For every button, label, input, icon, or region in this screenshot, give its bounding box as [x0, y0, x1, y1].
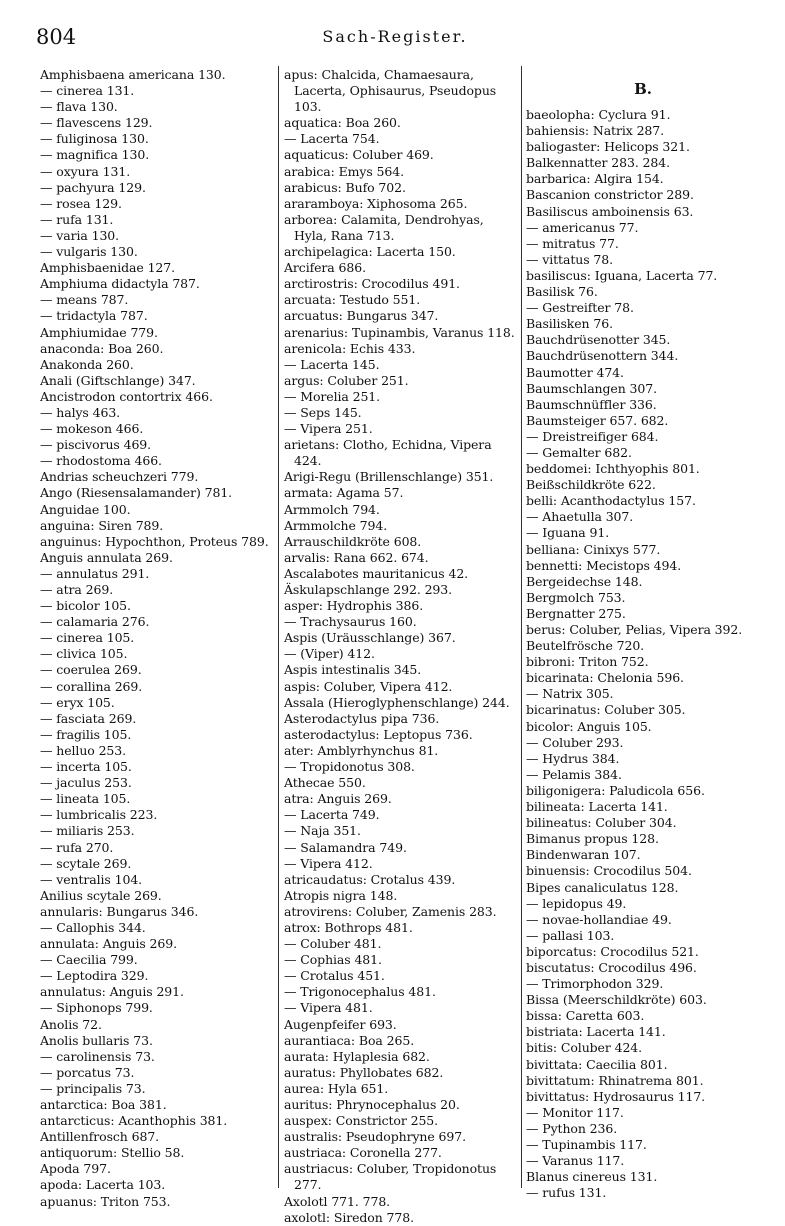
index-entry: — Trachysaurus 160.: [284, 614, 417, 630]
index-entry: binuensis: Crocodilus 504.: [526, 863, 692, 879]
index-entry: — calamaria 276.: [40, 614, 150, 630]
index-entry: — bicolor 105.: [40, 598, 131, 614]
index-entry: arvalis: Rana 662. 674.: [284, 549, 429, 565]
index-entry: — means 787.: [40, 292, 129, 308]
section-heading: B.: [634, 80, 652, 98]
index-entry: — Naja 351.: [284, 823, 361, 839]
index-entry: Arigi-Regu (Brillenschlange) 351.: [284, 469, 494, 485]
index-entry: archipelagica: Lacerta 150.: [284, 244, 456, 260]
index-entry: — Lacerta 145.: [284, 356, 380, 372]
index-entry: — Iguana 91.: [526, 525, 610, 541]
index-entry: apus: Chalcida, Chamaesaura, Lacerta, Ophisaurus, Pseudopus 103.: [284, 67, 497, 115]
index-entry: — Cophias 481.: [284, 952, 382, 968]
index-entry: — (Viper) 412.: [284, 646, 375, 662]
index-entry: annulata: Anguis 269.: [40, 936, 177, 952]
index-entry: Anolis 72.: [40, 1016, 102, 1032]
index-entry: anguinus: Hypochthon, Proteus 789.: [40, 533, 269, 549]
index-entry: Asterodactylus pipa 736.: [284, 710, 440, 726]
index-entry: Baumschlangen 307.: [526, 380, 657, 396]
index-entry: Amphiuma didactyla 787.: [40, 276, 200, 292]
index-entry: aurata: Hylaplesia 682.: [284, 1048, 430, 1064]
index-entry: Basilisken 76.: [526, 316, 613, 332]
running-head: Sach-Register.: [322, 27, 468, 46]
index-entry: — Callophis 344.: [40, 919, 146, 935]
index-entry: bilineata: Lacerta 141.: [526, 799, 668, 815]
index-entry: — porcatus 73.: [40, 1064, 135, 1080]
index-entry: Aspis (Uräusschlange) 367.: [284, 630, 456, 646]
index-entry: aurea: Hyla 651.: [284, 1080, 389, 1096]
index-entry: — clivica 105.: [40, 646, 128, 662]
index-entry: bitis: Coluber 424.: [526, 1040, 643, 1056]
index-entry: auspex: Constrictor 255.: [284, 1113, 439, 1129]
index-entry: Blanus cinereus 131.: [526, 1169, 658, 1185]
index-entry: — Salamandra 749.: [284, 839, 407, 855]
index-entry: axolotl: Siredon 778.: [284, 1209, 414, 1225]
index-entry: — rufa 270.: [40, 839, 114, 855]
index-entry: — coerulea 269.: [40, 662, 142, 678]
index-entry: — carolinensis 73.: [40, 1048, 155, 1064]
index-entry: asper: Hydrophis 386.: [284, 598, 424, 614]
index-entry: aurantiaca: Boa 265.: [284, 1032, 415, 1048]
index-entry: arcuata: Testudo 551.: [284, 292, 421, 308]
index-entry: Axolotl 771. 778.: [284, 1193, 391, 1209]
column-divider: [521, 66, 522, 1188]
index-entry: argus: Coluber 251.: [284, 372, 409, 388]
index-entry: bicolor: Anguis 105.: [526, 718, 652, 734]
index-entry: aquatica: Boa 260.: [284, 115, 401, 131]
index-entry: bahiensis: Natrix 287.: [526, 123, 665, 139]
index-entry: — Natrix 305.: [526, 686, 614, 702]
index-entry: anguina: Siren 789.: [40, 517, 164, 533]
index-entry: bibroni: Triton 752.: [526, 654, 649, 670]
index-entry: — Lacerta 754.: [284, 131, 380, 147]
index-entry: — Trigonocephalus 481.: [284, 984, 436, 1000]
index-column-1: [40, 67, 274, 1210]
index-entry: — vulgaris 130.: [40, 244, 138, 260]
index-entry: Apoda 797.: [40, 1161, 111, 1177]
index-entry: — fuliginosa 130.: [40, 131, 149, 147]
index-entry: baliogaster: Helicops 321.: [526, 139, 690, 155]
index-entry: Ascalabotes mauritanicus 42.: [284, 565, 469, 581]
index-entry: atrox: Bothrops 481.: [284, 919, 413, 935]
index-entry: — Coluber 481.: [284, 936, 382, 952]
index-entry: auritus: Phrynocephalus 20.: [284, 1097, 460, 1112]
index-entry: antarcticus: Acanthophis 381.: [40, 1113, 228, 1129]
index-entry: belliana: Cinixys 577.: [526, 541, 661, 557]
index-entry: araramboya: Xiphosoma 265.: [284, 195, 468, 211]
index-entry: Assala (Hieroglyphenschlange) 244.: [284, 694, 510, 710]
index-entry: — rosea 129.: [40, 195, 122, 211]
index-entry: Armmolche 794.: [284, 517, 388, 533]
index-entry: — halys 463.: [40, 404, 121, 420]
index-entry: — atra 269.: [40, 582, 114, 597]
index-entry: apoda: Lacerta 103.: [40, 1177, 166, 1193]
index-entry: bennetti: Mecistops 494.: [526, 557, 682, 573]
index-entry: arenicola: Echis 433.: [284, 340, 416, 356]
index-entry: arabicus: Bufo 702.: [284, 179, 406, 195]
index-entry: ater: Amblyrhynchus 81.: [284, 742, 439, 758]
index-entry: annulatus: Anguis 291.: [40, 984, 184, 1000]
index-entry: bilineatus: Coluber 304.: [526, 815, 677, 831]
index-entry: — jaculus 253.: [40, 775, 132, 791]
index-column-2: [284, 67, 518, 1226]
index-entry: — lumbricalis 223.: [40, 807, 158, 823]
index-entry: antiquorum: Stellio 58.: [40, 1145, 185, 1161]
index-entry: Anguidae 100.: [40, 501, 131, 517]
index-entry: — Vipera 481.: [284, 1000, 373, 1016]
index-entry: — Dreistreifiger 684.: [526, 428, 659, 444]
index-entry: auratus: Phyllobates 682.: [284, 1064, 444, 1080]
index-entry: Balkennatter 283. 284.: [526, 155, 670, 171]
index-entry: — magnifica 130.: [40, 147, 150, 163]
index-entry: Anguis annulata 269.: [40, 549, 173, 565]
index-entry: Anali (Giftschlange) 347.: [40, 372, 196, 388]
index-entry: Antillenfrosch 687.: [40, 1129, 160, 1145]
index-entry: Bascanion constrictor 289.: [526, 187, 694, 203]
index-entry: armata: Agama 57.: [284, 485, 404, 501]
index-entry: — Pelamis 384.: [526, 766, 622, 782]
index-entry: — varia 130.: [40, 227, 120, 243]
index-entry: basiliscus: Iguana, Lacerta 77.: [526, 267, 718, 283]
index-entry: — cinerea 131.: [40, 83, 135, 99]
index-entry: austriaca: Coronella 277.: [284, 1145, 442, 1161]
index-entry: baeolopha: Cyclura 91.: [526, 107, 671, 122]
index-entry: biligonigera: Paludicola 656.: [526, 782, 705, 798]
index-entry: atricaudatus: Crotalus 439.: [284, 871, 456, 887]
index-entry: Bergnatter 275.: [526, 605, 626, 621]
index-entry: — mitratus 77.: [526, 235, 619, 251]
index-entry: — pallasi 103.: [526, 927, 615, 943]
index-entry: — Hydrus 384.: [526, 750, 620, 766]
index-entry: Bipes canaliculatus 128.: [526, 879, 679, 895]
index-entry: Anolis bullaris 73.: [40, 1032, 153, 1048]
index-entry: Anakonda 260.: [40, 356, 134, 372]
index-entry: bivittata: Caecilia 801.: [526, 1056, 668, 1072]
index-entry: — Seps 145.: [284, 404, 362, 420]
index-entry: aquaticus: Coluber 469.: [284, 147, 434, 163]
index-entry: Beißschildkröte 622.: [526, 477, 656, 493]
index-entry: — Lacerta 749.: [284, 807, 380, 823]
index-entry: — piscivorus 469.: [40, 437, 152, 453]
index-entry: antarctica: Boa 381.: [40, 1097, 167, 1112]
index-entry: — Coluber 293.: [526, 734, 624, 750]
index-entry: atrovirens: Coluber, Zamenis 283.: [284, 903, 497, 919]
index-entry: aspis: Coluber, Vipera 412.: [284, 678, 453, 694]
index-entry: Aspis intestinalis 345.: [284, 662, 422, 678]
index-entry: Anilius scytale 269.: [40, 887, 162, 903]
index-entry: bicarinatus: Coluber 305.: [526, 702, 686, 718]
index-entry: — rhodostoma 466.: [40, 453, 162, 469]
index-entry: — Leptodira 329.: [40, 968, 149, 984]
index-entry: Amphisbaenidae 127.: [40, 260, 176, 276]
index-entry: — novae-hollandiae 49.: [526, 911, 672, 927]
index-entry: atra: Anguis 269.: [284, 791, 392, 807]
index-entry: australis: Pseudophryne 697.: [284, 1129, 466, 1145]
index-entry: arborea: Calamita, Dendrohyas, Hyla, Rana 713.: [284, 211, 484, 243]
index-entry: Beutelfrösche 720.: [526, 638, 645, 654]
index-entry: Baumotter 474.: [526, 364, 624, 380]
index-entry: bivittatus: Hydrosaurus 117.: [526, 1088, 706, 1104]
index-entry: Ancistrodon contortrix 466.: [40, 388, 213, 404]
index-entry: Bimanus propus 128.: [526, 831, 659, 847]
index-entry: bistriata: Lacerta 141.: [526, 1024, 666, 1040]
index-entry: apuanus: Triton 753.: [40, 1193, 171, 1209]
index-entry: — lepidopus 49.: [526, 895, 627, 911]
index-entry: Arcifera 686.: [284, 260, 366, 276]
index-entry: berus: Coluber, Pelias, Vipera 392.: [526, 622, 743, 637]
index-entry: — Gestreifter 78.: [526, 300, 634, 316]
index-entry: Arrauschildkröte 608.: [284, 533, 422, 549]
index-entry: Baumschnüffler 336.: [526, 396, 657, 412]
column-divider: [278, 66, 279, 1188]
index-entry: barbarica: Algira 154.: [526, 171, 664, 187]
index-entry: — cinerea 105.: [40, 630, 135, 646]
index-entry: Augenpfeifer 693.: [284, 1016, 397, 1032]
index-entry: — Caecilia 799.: [40, 952, 138, 968]
index-entry: Bauchdrüsenottern 344.: [526, 348, 679, 364]
index-entry: austriacus: Coluber, Tropidonotus 277.: [284, 1161, 497, 1193]
index-entry: — Vipera 412.: [284, 855, 373, 871]
index-column-3: [526, 67, 760, 1201]
index-entry: Bindenwaran 107.: [526, 847, 641, 863]
index-entry: — ventralis 104.: [40, 871, 143, 887]
index-entry: asterodactylus: Leptopus 736.: [284, 726, 473, 742]
index-entry: — annulatus 291.: [40, 565, 150, 581]
index-entry: — Tropidonotus 308.: [284, 759, 415, 775]
index-entry: Bauchdrüsenotter 345.: [526, 332, 671, 348]
index-entry: — incerta 105.: [40, 759, 132, 775]
index-entry: — flavescens 129.: [40, 115, 153, 131]
index-entry: Äskulapschlange 292. 293.: [284, 582, 452, 597]
index-entry: Bergmolch 753.: [526, 589, 626, 605]
index-entry: arctirostris: Crocodilus 491.: [284, 276, 460, 292]
page-number: 804: [36, 25, 77, 49]
index-entry: arcuatus: Bungarus 347.: [284, 308, 439, 324]
index-entry: arenarius: Tupinambis, Varanus 118.: [284, 324, 515, 340]
index-entry: — rufa 131.: [40, 211, 114, 227]
index-entry: — flava 130.: [40, 99, 118, 115]
index-entry: bicarinata: Chelonia 596.: [526, 670, 684, 686]
index-entry: Baumsteiger 657. 682.: [526, 412, 669, 428]
index-entry: — Ahaetulla 307.: [526, 509, 634, 525]
index-entry: — fragilis 105.: [40, 726, 132, 742]
index-entry: Atropis nigra 148.: [284, 887, 398, 903]
index-entry: — mokeson 466.: [40, 421, 144, 437]
index-entry: — Gemalter 682.: [526, 444, 632, 460]
index-entry: Athecae 550.: [284, 775, 366, 791]
index-entry: — rufus 131.: [526, 1185, 607, 1201]
index-entry: bissa: Caretta 603.: [526, 1008, 645, 1024]
index-entry: — miliaris 253.: [40, 823, 135, 839]
index-entry: arietans: Clotho, Echidna, Vipera 424.: [284, 437, 492, 469]
index-entry: — helluo 253.: [40, 742, 126, 758]
index-entry: bivittatum: Rhinatrema 801.: [526, 1072, 704, 1088]
index-entry: beddomei: Ichthyophis 801.: [526, 461, 700, 477]
index-entry: — Trimorphodon 329.: [526, 976, 664, 992]
index-entry: biporcatus: Crocodilus 521.: [526, 943, 699, 959]
index-entry: — americanus 77.: [526, 219, 639, 235]
index-entry: Basilisk 76.: [526, 284, 598, 300]
index-entry: — Vipera 251.: [284, 421, 373, 437]
index-entry: anaconda: Boa 260.: [40, 340, 164, 356]
index-entry: arabica: Emys 564.: [284, 163, 404, 179]
index-entry: — oxyura 131.: [40, 163, 131, 179]
index-entry: — Tupinambis 117.: [526, 1137, 647, 1152]
index-entry: Amphisbaena americana 130.: [40, 67, 226, 82]
index-entry: Basiliscus amboinensis 63.: [526, 203, 694, 219]
index-entry: annularis: Bungarus 346.: [40, 903, 199, 919]
index-entry: — fasciata 269.: [40, 710, 137, 726]
index-entry: Andrias scheuchzeri 779.: [40, 469, 199, 485]
index-entry: — Siphonops 799.: [40, 1000, 153, 1016]
index-entry: — principalis 73.: [40, 1080, 146, 1096]
index-entry: — Monitor 117.: [526, 1104, 624, 1120]
index-entry: — Varanus 117.: [526, 1153, 625, 1169]
index-entry: belli: Acanthodactylus 157.: [526, 493, 696, 509]
index-entry: — pachyura 129.: [40, 179, 146, 195]
index-entry: Ango (Riesensalamander) 781.: [40, 485, 233, 501]
index-entry: Amphiumidae 779.: [40, 324, 158, 340]
index-entry: Bissa (Meerschildkröte) 603.: [526, 992, 707, 1008]
index-entry: — vittatus 78.: [526, 251, 613, 267]
index-entry: Armmolch 794.: [284, 501, 380, 517]
index-entry: — lineata 105.: [40, 791, 131, 807]
index-entry: — Morelia 251.: [284, 388, 381, 404]
index-entry: — eryx 105.: [40, 694, 115, 710]
index-entry: — Python 236.: [526, 1120, 618, 1136]
index-entry: — Crotalus 451.: [284, 968, 385, 984]
index-entry: — tridactyla 787.: [40, 308, 148, 324]
index-entry: — corallina 269.: [40, 678, 143, 694]
index-entry: — scytale 269.: [40, 855, 132, 871]
index-entry: biscutatus: Crocodilus 496.: [526, 959, 697, 975]
index-entry: Bergeidechse 148.: [526, 573, 643, 589]
